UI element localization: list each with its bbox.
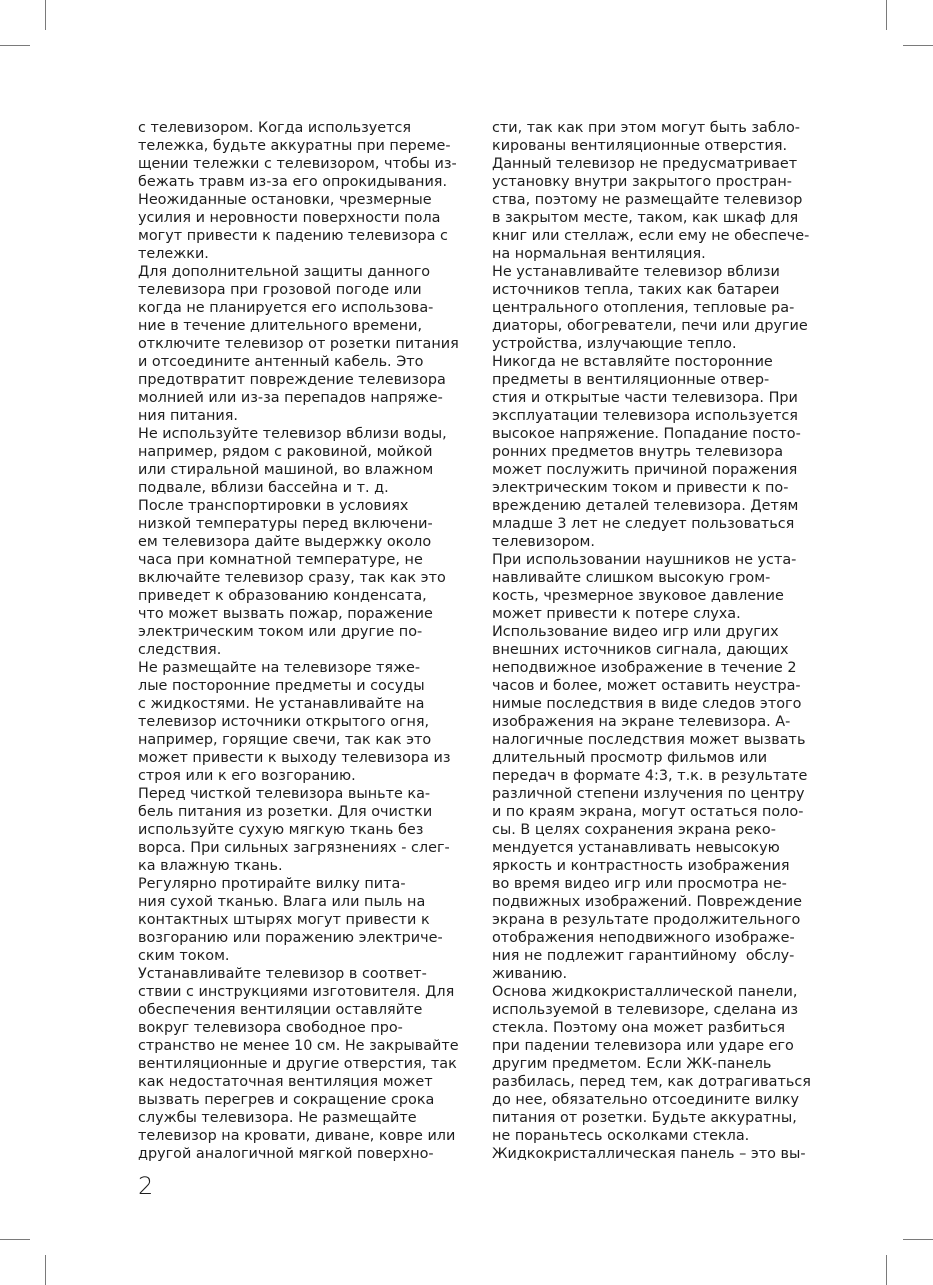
text-line: После транспортировки в условиях xyxy=(138,498,409,514)
text-line: подвале, вблизи бассейна и т. д. xyxy=(138,480,389,496)
text-line: включайте телевизор сразу, так как это xyxy=(138,570,446,586)
text-line: предотвратит повреждение телевизора xyxy=(138,372,446,388)
text-line: телевизор на кровати, диване, ковре или xyxy=(138,1128,456,1144)
text-line: экрана в результате продолжительного xyxy=(492,912,801,928)
text-line: книг или стеллаж, если ему не обеспече- xyxy=(492,228,810,244)
text-line: может послужить причиной поражения xyxy=(492,462,798,478)
text-line: Неожиданные остановки, чрезмерные xyxy=(138,192,432,208)
text-line: может привести к потере слуха. xyxy=(492,606,741,622)
text-line: Данный телевизор не предусматривает xyxy=(492,156,798,172)
text-line: вокруг телевизора свободное про- xyxy=(138,1020,403,1036)
text-line: подвижных изображений. Повреждение xyxy=(492,894,803,910)
text-line: Не используйте телевизор вблизи воды, xyxy=(138,426,447,442)
text-line: источников тепла, таких как батареи xyxy=(492,282,780,298)
text-line: Регулярно протирайте вилку пита- xyxy=(138,876,406,892)
right-text-column xyxy=(492,119,827,1163)
text-line: странство не менее 10 см. Не закрывайте xyxy=(138,1038,459,1054)
text-line: ние в течение длительного времени, xyxy=(138,318,423,334)
text-line: Для дополнительной защиты данного xyxy=(138,264,431,280)
text-line: в закрытом месте, таком, как шкаф для xyxy=(492,210,799,226)
text-line: ствии с инструкциями изготовителя. Для xyxy=(138,984,455,1000)
left-text-column xyxy=(138,119,473,1163)
text-line: ворса. При сильных загрязнениях - слег- xyxy=(138,840,450,856)
text-line: вентиляционные и другие отверстия, так xyxy=(138,1056,457,1072)
page-number: 2 xyxy=(138,1172,154,1200)
text-line: строя или к его возгоранию. xyxy=(138,768,356,784)
text-line: используйте сухую мягкую ткань без xyxy=(138,822,424,838)
text-line: ка влажную ткань. xyxy=(138,858,283,874)
text-line: вреждению деталей телевизора. Детям xyxy=(492,498,799,514)
crop-mark-bottom-left-horizontal xyxy=(0,1239,30,1240)
text-line: ем телевизора дайте выдержку около xyxy=(138,534,432,550)
text-line: высокое напряжение. Попадание посто- xyxy=(492,426,801,442)
text-line: мендуется устанавливать невысокую xyxy=(492,840,780,856)
text-line: не пораньтесь осколками стекла. xyxy=(492,1128,750,1144)
text-line: центрального отопления, тепловые ра- xyxy=(492,300,795,316)
text-line: и по краям экрана, могут остаться поло- xyxy=(492,804,804,820)
crop-mark-bottom-right-horizontal xyxy=(903,1239,933,1240)
text-line: Устанавливайте телевизор в соответ- xyxy=(138,966,427,982)
text-line: на нормальная вентиляция. xyxy=(492,246,706,262)
crop-mark-bottom-right-vertical xyxy=(886,1255,887,1285)
text-line: диаторы, обогреватели, печи или другие xyxy=(492,318,808,334)
text-line: электрическим током или другие по- xyxy=(138,624,423,640)
text-line: возгоранию или поражению электриче- xyxy=(138,930,443,946)
text-line: электрическим током и привести к по- xyxy=(492,480,789,496)
text-line: вызвать перегрев и сокращение срока xyxy=(138,1092,435,1108)
text-line: питания от розетки. Будьте аккуратны, xyxy=(492,1110,797,1126)
text-line: кость, чрезмерное звуковое давление xyxy=(492,588,784,604)
text-line: приведет к образованию конденсата, xyxy=(138,588,427,604)
text-line: часа при комнатной температуре, не xyxy=(138,552,423,568)
crop-mark-top-left-horizontal xyxy=(0,45,30,46)
text-line: низкой температуры перед включени- xyxy=(138,516,433,532)
text-line: предметы в вентиляционные отвер- xyxy=(492,372,770,388)
text-line: устройства, излучающие тепло. xyxy=(492,336,737,352)
text-line: что может вызвать пожар, поражение xyxy=(138,606,433,622)
text-line: тележка, будьте аккуратны при переме- xyxy=(138,138,451,154)
text-line: с жидкостями. Не устанавливайте на xyxy=(138,696,425,712)
text-line: Не устанавливайте телевизор вблизи xyxy=(492,264,780,280)
text-line: изображения на экране телевизора. А- xyxy=(492,714,791,730)
text-line: используемой в телевизоре, сделана из xyxy=(492,1002,799,1018)
crop-mark-top-left-vertical xyxy=(45,0,46,30)
text-line: ским током. xyxy=(138,948,230,964)
text-line: отображения неподвижного изображе- xyxy=(492,930,795,946)
text-line: другой аналогичной мягкой поверхно- xyxy=(138,1146,434,1162)
text-line: контактных штырях могут привести к xyxy=(138,912,430,928)
text-line: ния сухой тканью. Влага или пыль на xyxy=(138,894,426,910)
text-line: часов и более, может оставить неустра- xyxy=(492,678,801,694)
text-line: следствия. xyxy=(138,642,222,658)
text-line: неподвижное изображение в течение 2 xyxy=(492,660,797,676)
text-line: усилия и неровности поверхности пола xyxy=(138,210,441,226)
text-line: различной степени излучения по центру xyxy=(492,786,805,802)
text-line: бежать травм из-за его опрокидывания. xyxy=(138,174,448,190)
text-line: с телевизором. Когда используется xyxy=(138,120,412,136)
text-line: телевизором. xyxy=(492,534,595,550)
text-line: телевизор источники открытого огня, xyxy=(138,714,430,730)
crop-mark-top-right-horizontal xyxy=(903,45,933,46)
text-line: молнией или из-за перепадов напряже- xyxy=(138,390,443,406)
text-line: При использовании наушников не уста- xyxy=(492,552,797,568)
text-line: установку внутри закрытого простран- xyxy=(492,174,792,190)
text-line: отключите телевизор от розетки питания xyxy=(138,336,459,352)
text-line: могут привести к падению телевизора с xyxy=(138,228,448,244)
text-line: младше 3 лет не следует пользоваться xyxy=(492,516,795,532)
text-line: например, горящие свечи, так как это xyxy=(138,732,432,748)
crop-mark-bottom-left-vertical xyxy=(45,1255,46,1285)
text-line: службы телевизора. Не размещайте xyxy=(138,1110,417,1126)
text-line: ронних предметов внутрь телевизора xyxy=(492,444,784,460)
text-line: когда не планируется его использова- xyxy=(138,300,434,316)
text-line: или стиральной машиной, во влажном xyxy=(138,462,434,478)
text-line: внешних источников сигнала, дающих xyxy=(492,642,789,658)
text-line: сти, так как при этом могут быть забло- xyxy=(492,120,800,136)
text-line: кированы вентиляционные отверстия. xyxy=(492,138,788,154)
text-line: Жидкокристаллическая панель – это вы- xyxy=(492,1146,806,1162)
text-line: при падении телевизора или ударе его xyxy=(492,1038,794,1054)
text-line: стия и открытые части телевизора. При xyxy=(492,390,798,406)
text-line: телевизора при грозовой погоде или xyxy=(138,282,422,298)
text-line: до нее, обязательно отсоедините вилку xyxy=(492,1092,799,1108)
text-line: сы. В целях сохранения экрана реко- xyxy=(492,822,776,838)
text-line: нимые последствия в виде следов этого xyxy=(492,696,802,712)
text-line: Никогда не вставляйте посторонние xyxy=(492,354,773,370)
text-line: и отсоедините антенный кабель. Это xyxy=(138,354,424,370)
text-line: ния питания. xyxy=(138,408,238,424)
text-line: живанию. xyxy=(492,966,568,982)
text-line: другим предметом. Если ЖК-панель xyxy=(492,1056,772,1072)
text-line: Использование видео игр или других xyxy=(492,624,779,640)
text-line: ния не подлежит гарантийному обслу- xyxy=(492,948,795,964)
text-line: стекла. Поэтому она может разбиться xyxy=(492,1020,785,1036)
text-line: передач в формате 4:3, т.к. в результате xyxy=(492,768,808,784)
text-line: яркость и контрастность изображения xyxy=(492,858,790,874)
text-line: Основа жидкокристаллической панели, xyxy=(492,984,798,1000)
text-line: бель питания из розетки. Для очистки xyxy=(138,804,433,820)
text-line: Не размещайте на телевизоре тяже- xyxy=(138,660,421,676)
text-line: как недостаточная вентиляция может xyxy=(138,1074,433,1090)
text-line: лые посторонние предметы и сосуды xyxy=(138,678,425,694)
text-line: эксплуатации телевизора используется xyxy=(492,408,798,424)
text-line: ства, поэтому не размещайте телевизор xyxy=(492,192,803,208)
text-line: например, рядом с раковиной, мойкой xyxy=(138,444,433,460)
text-line: во время видео игр или просмотра не- xyxy=(492,876,787,892)
text-line: обеспечения вентиляции оставляйте xyxy=(138,1002,423,1018)
text-line: Перед чисткой телевизора выньте ка- xyxy=(138,786,431,802)
text-line: может привести к выходу телевизора из xyxy=(138,750,451,766)
text-line: разбилась, перед тем, как дотрагиваться xyxy=(492,1074,811,1090)
crop-mark-top-right-vertical xyxy=(886,0,887,30)
text-line: длительный просмотр фильмов или xyxy=(492,750,768,766)
text-line: щении тележки с телевизором, чтобы из- xyxy=(138,156,457,172)
text-line: налогичные последствия может вызвать xyxy=(492,732,806,748)
text-line: тележки. xyxy=(138,246,209,262)
text-line: навливайте слишком высокую гром- xyxy=(492,570,771,586)
